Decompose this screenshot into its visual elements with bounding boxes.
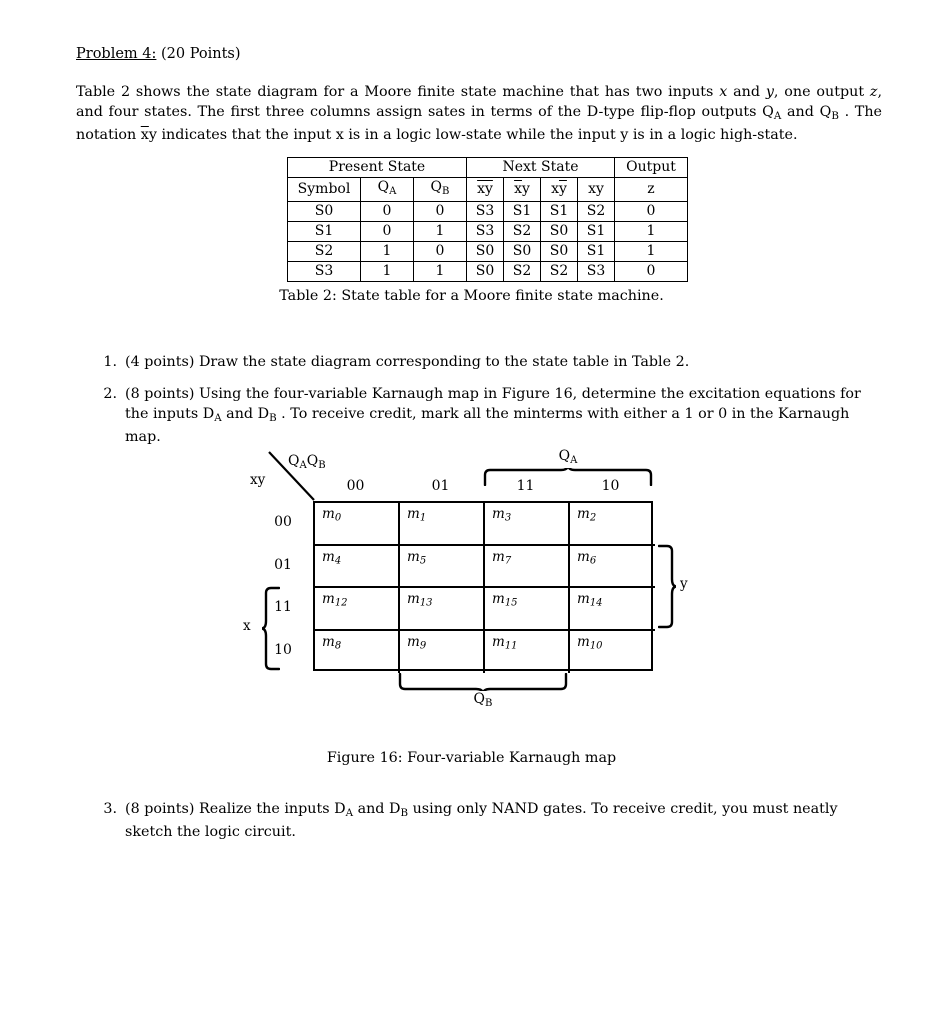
kmap-minterm-label [577,506,596,523]
list-item [95,385,885,447]
table-column-header-row [288,178,688,202]
state-table-container [287,157,688,282]
col-header-qb-sub: B [442,185,450,197]
kmap-col-var-sub-b: B [318,459,326,471]
kmap-minterm-label [577,549,596,566]
kmap-col-var-q1: Q [288,453,300,469]
brace-down-icon [398,673,568,691]
kmap-minterm-m: m [322,633,335,650]
kmap-cell[interactable] [485,588,570,631]
item2-sub-b: B [269,411,277,424]
intro-text-2: and [727,84,766,100]
kmap-minterm-index: 12 [334,597,348,609]
kmap-minterm-label [322,506,341,523]
intro-text-7: y indicates that the input x is in a logic low-state while the input y is in a logic high-state. [148,126,798,143]
cell-symbol: S2 [288,241,361,261]
cell-next-10: S2 [541,261,578,281]
kmap-minterm-index: 10 [589,639,603,651]
col-header-xbar-y [504,178,541,202]
list-item-text [125,800,885,843]
group-header-next-state: Next State [467,158,615,178]
kmap-cell[interactable] [315,546,400,589]
kmap-minterm-index: 7 [504,554,512,566]
kmap-minterm-m: m [407,548,420,565]
intro-text-6: . The notation [76,103,882,143]
kmap-brace-qa-sub: A [570,454,578,466]
cell-next-00: S0 [467,261,504,281]
kmap-minterm-index: 4 [334,554,342,566]
list-item-number: 2. [103,386,117,402]
group-header-present-state: Present State [288,158,467,178]
cell-next-10: S1 [541,201,578,221]
kmap-cell[interactable] [485,546,570,589]
kmap-minterm-m: m [577,506,590,522]
col-header-qb [414,178,467,202]
kmap-minterm-m: m [322,506,335,522]
figure-caption: Figure 16: Four-variable Karnaugh map [326,750,617,766]
kmap-minterm-index: 13 [419,597,433,609]
intro-text-4: , and four states. The first three columns assign sates in terms of the D-type flip-flop outputs Q [76,84,882,120]
col-header-symbol: Symbol [288,178,361,202]
cell-output-z: 1 [615,241,688,261]
kmap-minterm-label [407,549,426,566]
cell-next-00: S3 [467,201,504,221]
cell-symbol: S1 [288,221,361,241]
kmap-minterm-m: m [577,591,590,607]
col-header-qa [361,178,414,202]
cell-output-z: 0 [615,201,688,221]
kmap-row-header-0: 00 [274,514,292,530]
brace-up-icon [483,468,653,486]
cell-next-01: S0 [504,241,541,261]
kmap-minterm-label [492,634,518,651]
list-item-number: 1. [103,354,117,370]
table-row [288,261,688,281]
item3-text-1: (8 points) Realize the inputs D [125,801,346,817]
kmap-minterm-label [577,634,603,651]
kmap-cell[interactable] [570,546,655,589]
kmap-minterm-index: 0 [334,512,342,524]
cell-next-11: S1 [578,241,615,261]
table-row [288,221,688,241]
intro-var-x: x [719,84,728,100]
item2-sub-a: A [214,411,222,424]
intro-text-3: , one output [773,84,870,100]
intro-var-y: y [765,84,774,100]
kmap-minterm-m: m [407,506,420,522]
kmap-minterm-m: m [322,591,335,607]
problem-heading [76,46,241,62]
kmap-minterm-label [577,591,603,608]
kmap-brace-qb [398,673,568,691]
intro-paragraph [76,83,882,145]
kmap-minterm-label [492,506,511,523]
intro-subscript-b: B [831,109,839,122]
col-header-qa-text: Q [377,179,390,195]
col-header-qa-sub: A [389,185,397,197]
intro-text-1: Table 2 shows the state diagram for a Moore finite state machine that has two inputs [76,84,720,100]
cell-qa: 1 [361,261,414,281]
kmap-cell[interactable] [400,546,485,589]
kmap-brace-y [658,544,676,629]
kmap-brace-label-qa [483,448,653,466]
kmap-minterm-index: 6 [589,554,597,566]
kmap-minterm-m: m [492,633,505,650]
cell-next-00: S0 [467,241,504,261]
item3-sub-a: A [345,806,354,819]
intro-subscript-a: A [773,109,782,122]
kmap-cell[interactable] [315,588,400,631]
col-header-xbar-ybar-text: $\overline{xy}$ [477,180,493,197]
karnaugh-map-figure [240,448,720,728]
item3-sub-b: B [400,806,409,819]
kmap-minterm-label [407,634,426,651]
kmap-minterm-m: m [407,633,420,650]
kmap-cell[interactable] [400,631,485,674]
kmap-col-header-3: 10 [601,478,620,494]
problem-heading-label: Problem 4: [76,46,157,62]
kmap-row-header-2: 11 [274,599,292,615]
kmap-row-header-3: 10 [274,641,292,658]
kmap-minterm-index: 9 [419,639,427,651]
cell-qb: 0 [414,201,467,221]
kmap-brace-qa-q: Q [558,448,571,464]
cell-output-z: 0 [615,261,688,281]
kmap-minterm-index: 8 [334,639,342,651]
item2-text-2: and D [221,405,270,422]
kmap-brace-label-y: y [680,576,688,592]
brace-right-icon [658,544,676,629]
kmap-brace-label-x: x [243,618,251,634]
kmap-minterm-m: m [577,548,590,565]
list-item [95,353,885,373]
kmap-minterm-m: m [577,633,590,650]
cell-next-11: S2 [578,201,615,221]
kmap-minterm-index: 14 [589,597,603,609]
kmap-cell[interactable] [570,588,655,631]
kmap-brace-qb-sub: B [485,697,493,709]
cell-qb: 1 [414,261,467,281]
cell-next-00: S3 [467,221,504,241]
cell-qa: 1 [361,241,414,261]
kmap-minterm-index: 3 [504,512,512,524]
kmap-cell[interactable] [400,503,485,546]
cell-next-11: S1 [578,221,615,241]
cell-qa: 0 [361,221,414,241]
intro-xbar: $\overline{x}$ [140,126,149,143]
col-header-x-y: xy [578,178,615,202]
kmap-col-header-2: 11 [516,478,535,494]
item2-text-1: (8 points) Using the four-variable Karnaugh map in Figure 16, determine the excitation equations for the inputs D [125,386,861,422]
kmap-minterm-label [322,591,348,608]
cell-symbol: S0 [288,201,361,221]
kmap-minterm-label [492,549,511,566]
kmap-minterm-m: m [492,591,505,607]
kmap-minterm-label [322,634,341,651]
item3-text-2: and D [353,801,401,817]
kmap-minterm-label [407,591,433,608]
cell-symbol: S3 [288,261,361,281]
state-table [287,157,688,282]
table-row [288,201,688,221]
cell-qb: 1 [414,221,467,241]
kmap-row-header-1: 01 [274,556,292,573]
table-row [288,241,688,261]
kmap-col-var-label [288,453,326,471]
kmap-minterm-m: m [407,591,420,607]
kmap-cell[interactable] [485,631,570,674]
kmap-minterm-m: m [492,506,505,522]
item3-text-3: using only NAND gates. To receive credit, you must neatly sketch the logic circuit. [125,801,838,841]
cell-next-10: S0 [541,241,578,261]
kmap-minterm-label [492,591,518,608]
kmap-brace-label-qb [398,691,568,709]
kmap-minterm-index: 5 [419,554,427,566]
kmap-col-header-1: 01 [431,478,450,494]
col-header-qb-text: Q [430,179,443,195]
list-item-text [125,385,885,447]
intro-var-z: z [869,84,878,100]
cell-next-01: S2 [504,221,541,241]
table-group-header-row [288,158,688,178]
kmap-cell[interactable] [570,631,655,674]
kmap-grid [313,501,653,671]
kmap-brace-qa [483,468,653,486]
col-header-z: z [615,178,688,202]
kmap-col-var-q2: Q [306,453,319,469]
kmap-minterm-index: 11 [504,639,518,651]
problem-heading-points: (20 Points) [156,46,241,62]
list-item [95,800,885,843]
item2-text-3: . To receive credit, mark all the minterms with either a 1 or 0 in the Karnaugh map. [125,405,850,445]
kmap-row-var-label: xy [250,472,266,488]
table-caption: Table 2: State table for a Moore finite state machine. [279,288,664,304]
list-item-text: (4 points) Draw the state diagram corresponding to the state table in Table 2. [125,354,690,370]
kmap-cell[interactable] [485,503,570,546]
col-header-x-ybar-text: $x\overline{y}$ [551,180,567,197]
kmap-minterm-label [322,549,341,566]
kmap-col-header-0: 00 [346,478,365,494]
kmap-minterm-index: 1 [419,512,427,524]
col-header-x-ybar [541,178,578,202]
cell-next-10: S0 [541,221,578,241]
cell-next-01: S1 [504,201,541,221]
kmap-minterm-m: m [492,548,505,565]
kmap-minterm-index: 15 [504,597,518,609]
kmap-minterm-m: m [322,548,335,565]
brace-left-icon [262,586,280,671]
kmap-cell[interactable] [570,503,655,546]
kmap-minterm-index: 2 [589,512,597,524]
cell-qa: 0 [361,201,414,221]
cell-next-01: S2 [504,261,541,281]
col-header-xbar-y-text: $\overline{x}y$ [514,180,530,197]
col-header-xbar-ybar [467,178,504,202]
cell-qb: 0 [414,241,467,261]
cell-next-11: S3 [578,261,615,281]
list-item-number: 3. [103,801,117,817]
kmap-cell[interactable] [315,503,400,546]
kmap-brace-qb-q: Q [473,691,486,707]
kmap-brace-x [262,586,280,671]
group-header-output: Output [615,158,688,178]
kmap-cell[interactable] [315,631,400,674]
kmap-minterm-label [407,506,426,523]
cell-output-z: 1 [615,221,688,241]
intro-text-5: and Q [781,103,832,120]
kmap-col-var-sub-a: A [299,459,307,471]
kmap-cell[interactable] [400,588,485,631]
